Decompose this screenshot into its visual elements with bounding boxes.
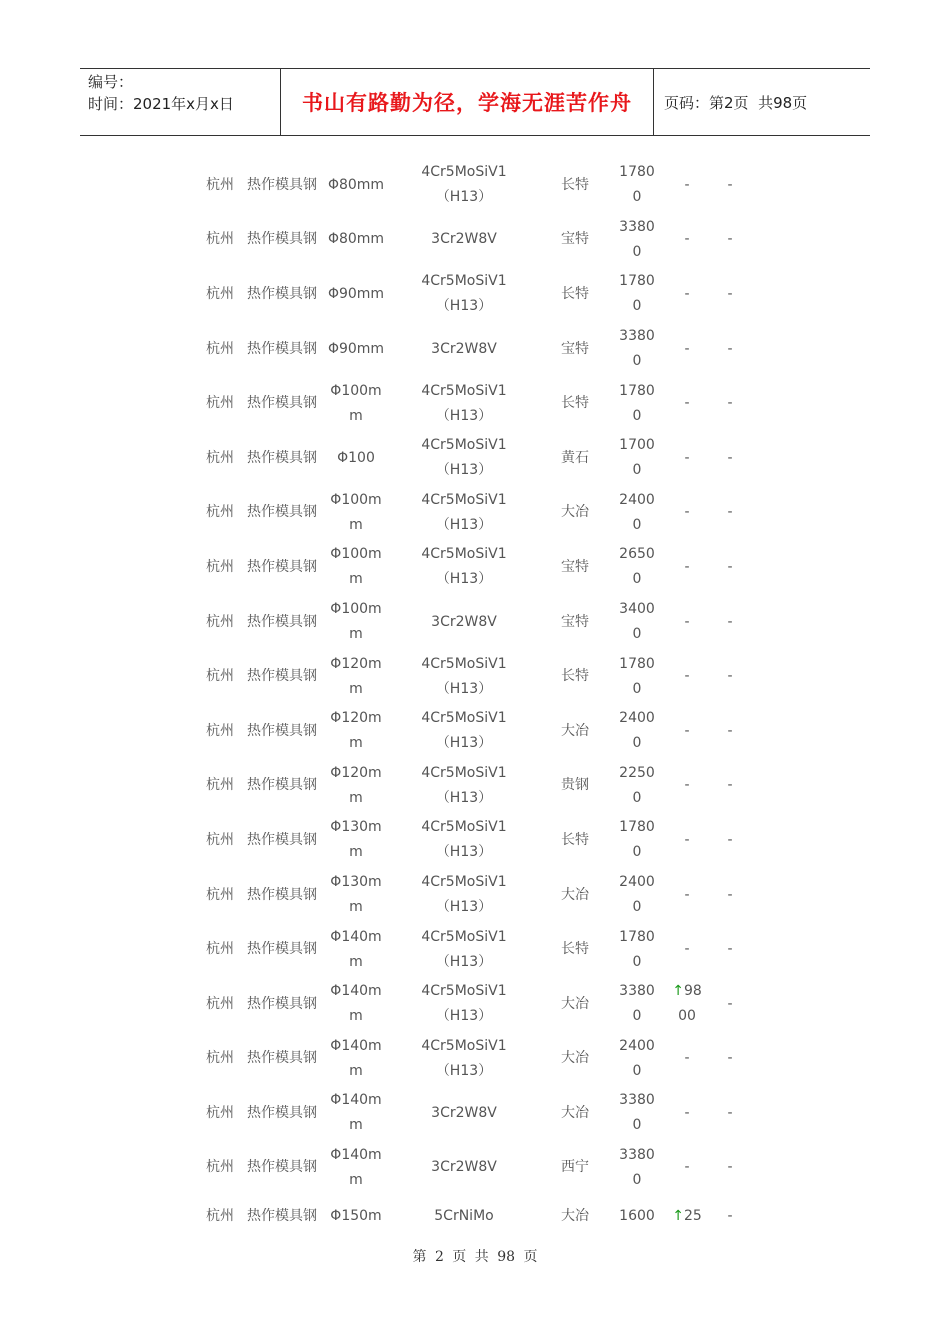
table-row bbox=[0, 977, 950, 1032]
table-row bbox=[0, 376, 950, 431]
spec-cell: Φ80mm bbox=[327, 176, 385, 193]
table-row bbox=[0, 267, 950, 322]
material-cell bbox=[400, 1032, 528, 1087]
change-cell: - bbox=[684, 886, 690, 903]
material-line: （H13） bbox=[435, 735, 493, 752]
material-line: （H13） bbox=[435, 298, 493, 315]
category-cell: 热作模具钢 bbox=[247, 449, 317, 466]
material-cell bbox=[400, 868, 528, 923]
price-cell: 33800 bbox=[619, 983, 655, 1025]
material-cell bbox=[400, 213, 528, 268]
mill-cell: 大冶 bbox=[561, 1207, 589, 1224]
spec-cell: Φ130mm bbox=[330, 819, 382, 861]
table-row bbox=[0, 540, 950, 595]
note-cell: - bbox=[727, 1104, 733, 1121]
note-cell: - bbox=[727, 941, 733, 958]
spec-cell: Φ140mm bbox=[330, 1146, 382, 1188]
material-cell bbox=[400, 595, 528, 650]
material-line: （H13） bbox=[435, 899, 493, 916]
material-line: 4Cr5MoSiV1 bbox=[421, 655, 507, 672]
category-cell: 热作模具钢 bbox=[247, 231, 317, 248]
price-cell: 24000 bbox=[619, 874, 655, 916]
category-cell: 热作模具钢 bbox=[247, 558, 317, 575]
note-cell: - bbox=[727, 613, 733, 630]
city-cell: 杭州 bbox=[206, 395, 234, 412]
note-cell: - bbox=[727, 1207, 733, 1224]
category-cell: 热作模具钢 bbox=[247, 395, 317, 412]
material-line: 4Cr5MoSiV1 bbox=[421, 437, 507, 454]
category-cell: 热作模具钢 bbox=[247, 1050, 317, 1067]
spec-cell: Φ100mm bbox=[330, 491, 382, 533]
material-cell bbox=[400, 813, 528, 868]
material-line: （H13） bbox=[435, 789, 493, 806]
city-cell: 杭州 bbox=[206, 831, 234, 848]
material-line: 4Cr5MoSiV1 bbox=[421, 983, 507, 1000]
price-cell: 34000 bbox=[619, 601, 655, 643]
price-cell: 22500 bbox=[619, 764, 655, 806]
material-cell bbox=[400, 759, 528, 814]
table-row bbox=[0, 759, 950, 814]
table-row bbox=[0, 595, 950, 650]
note-cell: - bbox=[727, 1050, 733, 1067]
note-cell: - bbox=[727, 1159, 733, 1176]
change-cell: - bbox=[684, 340, 690, 357]
table-row bbox=[0, 813, 950, 868]
category-cell: 热作模具钢 bbox=[247, 504, 317, 521]
category-cell: 热作模具钢 bbox=[247, 613, 317, 630]
note-cell: - bbox=[727, 395, 733, 412]
material-line: （H13） bbox=[435, 571, 493, 588]
category-cell: 热作模具钢 bbox=[247, 831, 317, 848]
material-cell bbox=[400, 158, 528, 213]
spec-cell: Φ140mm bbox=[330, 1037, 382, 1079]
spec-cell: Φ140mm bbox=[330, 983, 382, 1025]
table-row bbox=[0, 1141, 950, 1196]
material-line: 4Cr5MoSiV1 bbox=[421, 874, 507, 891]
change-cell bbox=[668, 1195, 706, 1237]
material-line: 4Cr5MoSiV1 bbox=[421, 491, 507, 508]
category-cell: 热作模具钢 bbox=[247, 176, 317, 193]
document-time-label: 时间：2021年x月x日 bbox=[88, 95, 234, 113]
category-cell: 热作模具钢 bbox=[247, 340, 317, 357]
material-line: （H13） bbox=[435, 680, 493, 697]
mill-cell: 大冶 bbox=[561, 995, 589, 1012]
material-line: 5CrNiMo bbox=[434, 1207, 494, 1224]
spec-cell: Φ130mm bbox=[330, 874, 382, 916]
spec-cell: Φ90mm bbox=[327, 285, 385, 302]
material-line: （H13） bbox=[435, 516, 493, 533]
city-cell: 杭州 bbox=[206, 668, 234, 685]
city-cell: 杭州 bbox=[206, 1207, 234, 1224]
note-cell: - bbox=[727, 449, 733, 466]
note-cell: - bbox=[727, 777, 733, 794]
city-cell: 杭州 bbox=[206, 1050, 234, 1067]
material-line: 3Cr2W8V bbox=[431, 613, 497, 630]
material-cell bbox=[400, 977, 528, 1032]
category-cell: 热作模具钢 bbox=[247, 668, 317, 685]
mill-cell: 贵钢 bbox=[561, 777, 589, 794]
price-cell: 17000 bbox=[619, 437, 655, 479]
material-line: 4Cr5MoSiV1 bbox=[421, 764, 507, 781]
change-cell: - bbox=[684, 449, 690, 466]
table-row bbox=[0, 704, 950, 759]
material-cell bbox=[400, 540, 528, 595]
material-line: 4Cr5MoSiV1 bbox=[421, 164, 507, 181]
material-line: （H13） bbox=[435, 189, 493, 206]
up-arrow-icon: ↑ bbox=[672, 983, 684, 1000]
header-meta bbox=[80, 69, 281, 135]
note-cell: - bbox=[727, 558, 733, 575]
city-cell: 杭州 bbox=[206, 449, 234, 466]
price-cell: 33800 bbox=[619, 1146, 655, 1188]
category-cell: 热作模具钢 bbox=[247, 995, 317, 1012]
table-row bbox=[0, 486, 950, 541]
mill-cell: 长特 bbox=[561, 941, 589, 958]
note-cell: - bbox=[727, 886, 733, 903]
material-cell bbox=[400, 486, 528, 541]
change-cell: - bbox=[684, 285, 690, 302]
page-info-text: 页码：第2页 共98页 bbox=[664, 93, 808, 112]
price-cell: 1600 bbox=[619, 1207, 655, 1224]
material-cell bbox=[400, 267, 528, 322]
category-cell: 热作模具钢 bbox=[247, 1159, 317, 1176]
page-footer: 第 2 页 共 98 页 bbox=[412, 1249, 538, 1265]
mill-cell: 宝特 bbox=[561, 340, 589, 357]
header-page-info bbox=[654, 69, 870, 135]
category-cell: 热作模具钢 bbox=[247, 285, 317, 302]
spec-cell: Φ100mm bbox=[330, 382, 382, 424]
change-value: ↑9800 bbox=[672, 983, 702, 1025]
price-cell: 24000 bbox=[619, 1037, 655, 1079]
note-cell: - bbox=[727, 504, 733, 521]
note-cell: - bbox=[727, 831, 733, 848]
mill-cell: 宝特 bbox=[561, 558, 589, 575]
material-line: 3Cr2W8V bbox=[431, 1104, 497, 1121]
mill-cell: 长特 bbox=[561, 668, 589, 685]
change-cell: - bbox=[684, 722, 690, 739]
spec-cell: Φ90mm bbox=[327, 340, 385, 357]
material-line: 3Cr2W8V bbox=[431, 231, 497, 248]
price-cell: 24000 bbox=[619, 491, 655, 533]
spec-cell: Φ100mm bbox=[330, 601, 382, 643]
material-cell bbox=[400, 376, 528, 431]
table-row bbox=[0, 1195, 950, 1237]
mill-cell: 长特 bbox=[561, 395, 589, 412]
city-cell: 杭州 bbox=[206, 613, 234, 630]
price-cell: 17800 bbox=[619, 819, 655, 861]
table-row bbox=[0, 868, 950, 923]
price-cell: 26500 bbox=[619, 546, 655, 588]
material-cell bbox=[400, 704, 528, 759]
note-cell: - bbox=[727, 995, 733, 1012]
spec-cell: Φ140mm bbox=[330, 1092, 382, 1134]
mill-cell: 宝特 bbox=[561, 613, 589, 630]
city-cell: 杭州 bbox=[206, 1159, 234, 1176]
mill-cell: 西宁 bbox=[561, 1159, 589, 1176]
table-row bbox=[0, 213, 950, 268]
table-row bbox=[0, 922, 950, 977]
mill-cell: 大冶 bbox=[561, 1050, 589, 1067]
category-cell: 热作模具钢 bbox=[247, 777, 317, 794]
table-row bbox=[0, 1086, 950, 1141]
change-cell: - bbox=[684, 231, 690, 248]
spec-cell: Φ100 bbox=[337, 449, 375, 466]
spec-cell: Φ150m bbox=[330, 1207, 382, 1224]
mill-cell: 大冶 bbox=[561, 1104, 589, 1121]
change-cell: - bbox=[684, 504, 690, 521]
material-line: （H13） bbox=[435, 1062, 493, 1079]
material-line: 4Cr5MoSiV1 bbox=[421, 710, 507, 727]
material-line: 4Cr5MoSiV1 bbox=[421, 928, 507, 945]
city-cell: 杭州 bbox=[206, 176, 234, 193]
price-cell: 33800 bbox=[619, 218, 655, 260]
material-cell bbox=[400, 649, 528, 704]
spec-cell: Φ100mm bbox=[330, 546, 382, 588]
spec-cell: Φ140mm bbox=[330, 928, 382, 970]
header-motto: 书山有路勤为径，学海无涯苦作舟 bbox=[281, 69, 654, 135]
price-cell: 24000 bbox=[619, 710, 655, 752]
material-cell bbox=[400, 431, 528, 486]
city-cell: 杭州 bbox=[206, 231, 234, 248]
city-cell: 杭州 bbox=[206, 941, 234, 958]
up-arrow-icon: ↑ bbox=[672, 1207, 684, 1224]
table-row bbox=[0, 1032, 950, 1087]
material-cell bbox=[400, 322, 528, 377]
city-cell: 杭州 bbox=[206, 777, 234, 794]
category-cell: 热作模具钢 bbox=[247, 1104, 317, 1121]
material-line: （H13） bbox=[435, 1008, 493, 1025]
change-cell: - bbox=[684, 558, 690, 575]
mill-cell: 长特 bbox=[561, 176, 589, 193]
price-cell: 33800 bbox=[619, 328, 655, 370]
material-line: 3Cr2W8V bbox=[431, 340, 497, 357]
category-cell: 热作模具钢 bbox=[247, 886, 317, 903]
table-row bbox=[0, 158, 950, 213]
city-cell: 杭州 bbox=[206, 340, 234, 357]
change-cell: - bbox=[684, 831, 690, 848]
material-line: （H13） bbox=[435, 407, 493, 424]
spec-cell: Φ120mm bbox=[330, 764, 382, 806]
category-cell: 热作模具钢 bbox=[247, 941, 317, 958]
material-cell bbox=[400, 922, 528, 977]
price-cell: 17800 bbox=[619, 382, 655, 424]
change-cell: - bbox=[684, 941, 690, 958]
note-cell: - bbox=[727, 340, 733, 357]
mill-cell: 大冶 bbox=[561, 504, 589, 521]
city-cell: 杭州 bbox=[206, 886, 234, 903]
change-cell: - bbox=[684, 613, 690, 630]
mill-cell: 宝特 bbox=[561, 231, 589, 248]
change-cell: - bbox=[684, 777, 690, 794]
material-cell bbox=[400, 1086, 528, 1141]
material-line: 3Cr2W8V bbox=[431, 1159, 497, 1176]
change-cell bbox=[668, 977, 706, 1032]
note-cell: - bbox=[727, 668, 733, 685]
price-table bbox=[0, 158, 950, 1237]
mill-cell: 长特 bbox=[561, 285, 589, 302]
city-cell: 杭州 bbox=[206, 558, 234, 575]
document-number-label: 编号： bbox=[88, 73, 134, 91]
price-cell: 17800 bbox=[619, 164, 655, 206]
table-row bbox=[0, 649, 950, 704]
category-cell: 热作模具钢 bbox=[247, 1207, 317, 1224]
price-cell: 33800 bbox=[619, 1092, 655, 1134]
city-cell: 杭州 bbox=[206, 285, 234, 302]
change-cell: - bbox=[684, 1050, 690, 1067]
material-line: 4Cr5MoSiV1 bbox=[421, 1037, 507, 1054]
change-cell: - bbox=[684, 1159, 690, 1176]
change-cell: - bbox=[684, 668, 690, 685]
material-line: 4Cr5MoSiV1 bbox=[421, 819, 507, 836]
mill-cell: 黄石 bbox=[561, 449, 589, 466]
note-cell: - bbox=[727, 722, 733, 739]
material-line: 4Cr5MoSiV1 bbox=[421, 546, 507, 563]
category-cell: 热作模具钢 bbox=[247, 722, 317, 739]
material-line: （H13） bbox=[435, 953, 493, 970]
price-cell: 17800 bbox=[619, 655, 655, 697]
price-cell: 17800 bbox=[619, 928, 655, 970]
city-cell: 杭州 bbox=[206, 504, 234, 521]
page-header bbox=[80, 68, 870, 136]
mill-cell: 大冶 bbox=[561, 722, 589, 739]
table-row bbox=[0, 431, 950, 486]
table-row bbox=[0, 322, 950, 377]
material-line: 4Cr5MoSiV1 bbox=[421, 382, 507, 399]
note-cell: - bbox=[727, 176, 733, 193]
price-cell: 17800 bbox=[619, 273, 655, 315]
material-line: （H13） bbox=[435, 844, 493, 861]
mill-cell: 大冶 bbox=[561, 886, 589, 903]
change-cell: - bbox=[684, 395, 690, 412]
material-line: （H13） bbox=[435, 462, 493, 479]
note-cell: - bbox=[727, 231, 733, 248]
spec-cell: Φ80mm bbox=[327, 231, 385, 248]
material-line: 4Cr5MoSiV1 bbox=[421, 273, 507, 290]
material-cell bbox=[400, 1141, 528, 1196]
change-cell: - bbox=[684, 1104, 690, 1121]
city-cell: 杭州 bbox=[206, 722, 234, 739]
change-cell: - bbox=[684, 176, 690, 193]
note-cell: - bbox=[727, 285, 733, 302]
change-value: ↑25 bbox=[672, 1207, 702, 1224]
city-cell: 杭州 bbox=[206, 1104, 234, 1121]
spec-cell: Φ120mm bbox=[330, 710, 382, 752]
mill-cell: 长特 bbox=[561, 831, 589, 848]
city-cell: 杭州 bbox=[206, 995, 234, 1012]
spec-cell: Φ120mm bbox=[330, 655, 382, 697]
material-cell bbox=[400, 1195, 528, 1237]
